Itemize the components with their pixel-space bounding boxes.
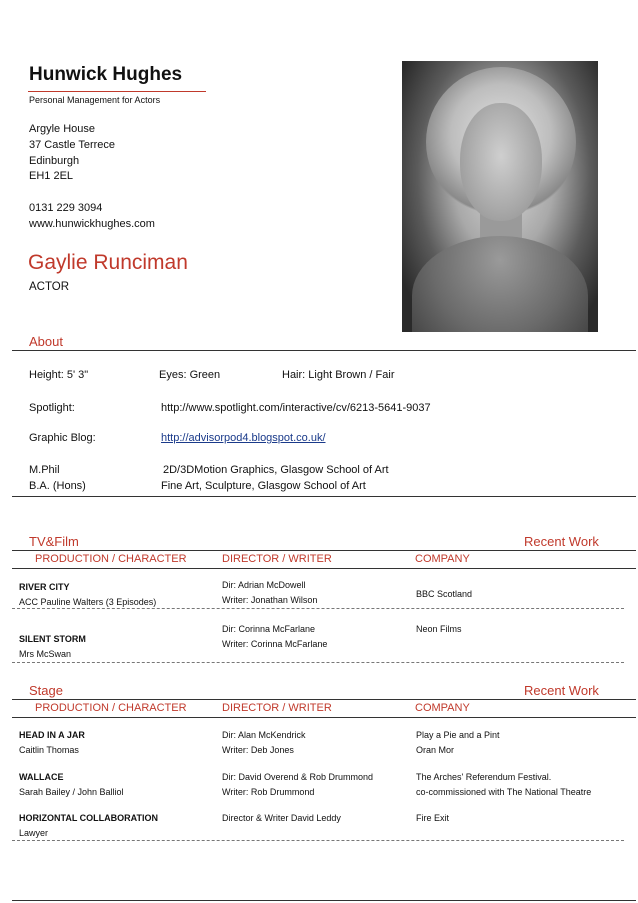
tv-row1-divider	[12, 608, 624, 609]
stage-row2-company-2: co-commissioned with The National Theatre	[416, 787, 592, 797]
agency-phone: 0131 229 3094	[29, 202, 103, 214]
tv-recent-work: Recent Work	[524, 534, 599, 549]
photo-face	[460, 103, 542, 221]
about-rule	[12, 350, 636, 351]
tv-col-director: DIRECTOR / WRITER	[222, 553, 332, 565]
about-eyes: Eyes: Green	[159, 369, 221, 381]
address-line-2: 37 Castle Terrece	[29, 139, 116, 151]
stage-row2-character: Sarah Bailey / John Balliol	[19, 787, 124, 797]
tv-row2-production: SILENT STORM	[19, 634, 86, 644]
degree2-value: Fine Art, Sculpture, Glasgow School of Art	[161, 480, 366, 492]
tv-title: TV&Film	[29, 534, 79, 549]
tv-row1-writer: Writer: Jonathan Wilson	[222, 595, 318, 605]
stage-row3-director: Director & Writer David Leddy	[222, 813, 341, 823]
stage-row1-company-2: Oran Mor	[416, 745, 455, 755]
stage-row1-writer: Writer: Deb Jones	[222, 745, 294, 755]
tv-row2-company: Neon Films	[416, 624, 462, 634]
stage-row3-divider	[12, 840, 624, 841]
agency-subtitle: Personal Management for Actors	[29, 95, 161, 105]
stage-row1-character: Caitlin Thomas	[19, 745, 79, 755]
agency-website[interactable]: www.hunwickhughes.com	[29, 218, 155, 230]
tv-row1-director: Dir: Adrian McDowell	[222, 580, 306, 590]
tv-row2-character: Mrs McSwan	[19, 649, 72, 659]
tv-row1-character: ACC Pauline Walters (3 Episodes)	[19, 597, 157, 607]
stage-title: Stage	[29, 683, 63, 698]
tv-row2-writer: Writer: Corinna McFarlane	[222, 639, 328, 649]
stage-row1-director: Dir: Alan McKendrick	[222, 730, 306, 740]
agency-underline	[28, 91, 206, 92]
page-bottom-rule	[12, 900, 636, 901]
stage-row1-production: HEAD IN A JAR	[19, 730, 85, 740]
actor-name: Gaylie Runciman	[28, 251, 188, 274]
spotlight-link[interactable]: http://www.spotlight.com/interactive/cv/6213-5641-9037	[161, 402, 431, 414]
spotlight-label: Spotlight:	[29, 402, 75, 414]
stage-col-director: DIRECTOR / WRITER	[222, 702, 332, 714]
tv-header-rule	[12, 568, 636, 569]
blog-link[interactable]: http://advisorpod4.blogspot.co.uk/	[161, 432, 326, 444]
degree1-value: 2D/3DMotion Graphics, Glasgow School of Art	[163, 464, 389, 476]
address-line-4: EH1 2EL	[29, 170, 74, 182]
stage-col-company: COMPANY	[415, 702, 470, 714]
tv-rule	[12, 550, 636, 551]
tv-row1-company: BBC Scotland	[416, 589, 473, 599]
stage-rule	[12, 699, 636, 700]
photo-body	[412, 236, 588, 332]
about-height: Height: 5' 3"	[29, 369, 89, 381]
tv-row1-production: RIVER CITY	[19, 582, 70, 592]
about-hair: Hair: Light Brown / Fair	[282, 369, 395, 381]
degree1-label: M.Phil	[29, 464, 60, 476]
degree2-label: B.A. (Hons)	[29, 480, 86, 492]
stage-recent-work: Recent Work	[524, 683, 599, 698]
stage-row2-director: Dir: David Overend & Rob Drummond	[222, 772, 374, 782]
tv-col-production: PRODUCTION / CHARACTER	[35, 553, 187, 565]
address-line-3: Edinburgh	[29, 155, 80, 167]
stage-row2-production: WALLACE	[19, 772, 64, 782]
stage-row3-character: Lawyer	[19, 828, 49, 838]
address-line-1: Argyle House	[29, 123, 96, 135]
stage-col-production: PRODUCTION / CHARACTER	[35, 702, 187, 714]
agency-name: Hunwick Hughes	[29, 64, 183, 85]
stage-row2-company: The Arches' Referendum Festival.	[416, 772, 552, 782]
stage-row3-production: HORIZONTAL COLLABORATION	[19, 813, 158, 823]
about-bottom-rule	[12, 496, 636, 497]
stage-row2-writer: Writer: Rob Drummond	[222, 787, 315, 797]
tv-row2-divider	[12, 662, 624, 663]
actor-role: ACTOR	[29, 281, 70, 293]
stage-row1-company: Play a Pie and a Pint	[416, 730, 500, 740]
stage-header-rule	[12, 717, 636, 718]
stage-row3-company: Fire Exit	[416, 813, 450, 823]
blog-label: Graphic Blog:	[29, 432, 96, 444]
tv-col-company: COMPANY	[415, 553, 470, 565]
headshot-photo	[402, 61, 598, 332]
tv-row2-director: Dir: Corinna McFarlane	[222, 624, 316, 634]
about-title: About	[29, 334, 63, 349]
